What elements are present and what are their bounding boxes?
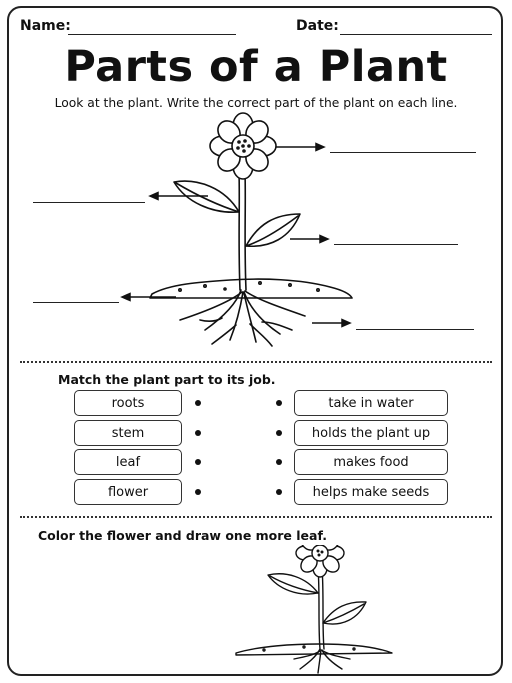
section-divider [20, 361, 492, 363]
coloring-heading: Color the flower and draw one more leaf. [38, 528, 327, 543]
page-title: Parts of a Plant [64, 42, 448, 92]
part-box-flower[interactable]: flower [74, 479, 182, 505]
match-dot-right-1[interactable] [276, 400, 282, 406]
answer-line-stem[interactable] [334, 244, 458, 245]
part-box-stem[interactable]: stem [74, 420, 182, 446]
match-dot-right-2[interactable] [276, 430, 282, 436]
job-box-makes-food[interactable]: makes food [294, 449, 448, 475]
coloring-plant-illustration[interactable] [234, 545, 394, 675]
date-label: Date: [296, 18, 339, 34]
match-dot-left-3[interactable] [195, 459, 201, 465]
section-divider [20, 516, 492, 518]
part-box-roots[interactable]: roots [74, 390, 182, 416]
match-dot-left-1[interactable] [195, 400, 201, 406]
name-label: Name: [20, 18, 71, 34]
matching-heading: Match the plant part to its job. [58, 372, 276, 387]
part-box-leaf[interactable]: leaf [74, 449, 182, 475]
match-dot-right-4[interactable] [276, 489, 282, 495]
match-dot-right-3[interactable] [276, 459, 282, 465]
answer-line-flower[interactable] [330, 152, 476, 153]
answer-line-soil[interactable] [33, 302, 119, 303]
instructions: Look at the plant. Write the correct part of the plant on each line. [54, 96, 458, 110]
match-dot-left-2[interactable] [195, 430, 201, 436]
job-box-holds-plant-up[interactable]: holds the plant up [294, 420, 448, 446]
job-box-take-in-water[interactable]: take in water [294, 390, 448, 416]
match-dot-left-4[interactable] [195, 489, 201, 495]
job-box-helps-make-seeds[interactable]: helps make seeds [294, 479, 448, 505]
answer-line-leaf[interactable] [33, 202, 145, 203]
answer-line-roots[interactable] [356, 329, 474, 330]
